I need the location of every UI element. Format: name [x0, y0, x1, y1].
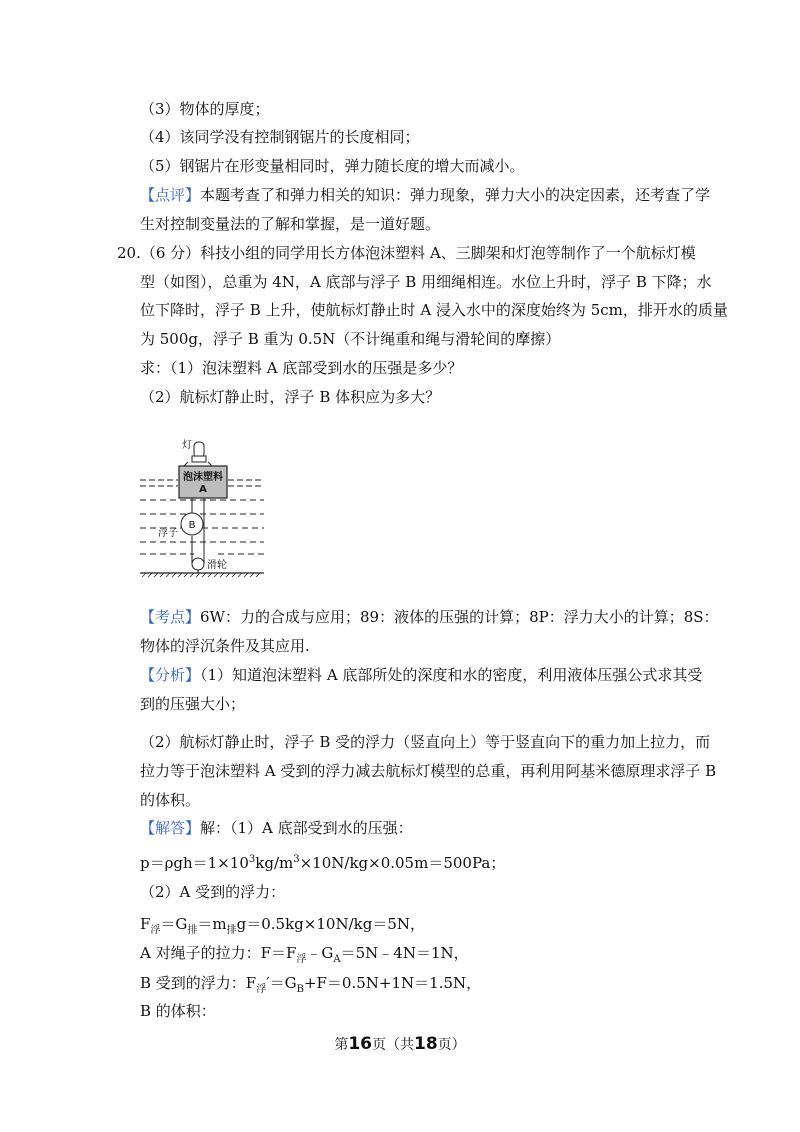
q20-line-3: 位下降时，浮子 B 上升，使航标灯静止时 A 浸入水中的深度始终为 5cm，排开水的质量	[140, 301, 728, 319]
review-line-2: 生对控制变量法的了解和掌握，是一道好题。	[140, 215, 441, 233]
buoy-lamp-figure	[138, 428, 268, 578]
jieda-line-7: B 的体积：	[140, 1002, 216, 1020]
prev-item-5: （5）钢锯片在形变量相同时，弹力随长度的增大而减小。	[140, 157, 525, 175]
page-footer: 第16页（共18页）	[334, 1034, 466, 1054]
q20-number: 20.	[117, 244, 141, 262]
fenxi-text-1: （1）知道泡沫塑料 A 底部所处的深度和水的密度，利用液体压强公式求其受	[200, 666, 703, 684]
jieda-tag: 【解答】	[140, 819, 201, 837]
kaodian-text-1: 6W：力的合成与应用；89：液体的压强的计算；8P：浮力大小的计算；8S：	[200, 608, 719, 626]
float-b-label: B	[188, 520, 196, 531]
fenxi-line-4: 拉力等于泡沫塑料 A 受到的浮力减去航标灯模型的总重，再利用阿基米德原理求浮子 B	[140, 762, 717, 780]
foam-a-label: A	[199, 484, 207, 495]
tension-equation: A 对绳子的拉力：$F=F_浮﹣G_A=5N﹣4N=1N$，	[140, 944, 469, 965]
q20-text-1: （6 分）科技小组的同学用长方体泡沫塑料 A、三脚架和灯泡等制作了一个航标灯模	[140, 244, 696, 262]
float-label: 浮子	[158, 528, 178, 539]
kaodian-line-2: 物体的浮沉条件及其应用.	[140, 637, 310, 655]
kaodian-line-1	[140, 606, 719, 628]
buoyancy-equation-a: $F_浮=G_排=m_排g=0.5kg\times 10N/kg=5N$，	[140, 915, 425, 936]
q20-line-1	[117, 242, 696, 264]
buoyancy-equation-b: B 受到的浮力：$F_浮'=G_B+F=0.5N+1N=1.5N$，	[140, 974, 482, 995]
prev-item-4: （4）该同学没有控制钢锯片的长度相同；	[140, 128, 420, 146]
q20-ask-1: 求：（1）泡沫塑料 A 底部受到水的压强是多少？	[140, 359, 463, 377]
jieda-line-1	[140, 817, 413, 839]
fenxi-line-1	[140, 664, 702, 686]
pressure-equation: $p=\rho gh=1\times 10^3kg/m^3\times 10N/kg\times 0.05m=500Pa$；	[140, 854, 506, 872]
page-total: 18	[414, 1034, 438, 1054]
fenxi-tag: 【分析】	[140, 666, 201, 684]
q20-line-4: 为 500g，浮子 B 重为 0.5N（不计绳重和绳与滑轮间的摩擦）	[140, 330, 561, 348]
foam-label: 泡沫塑料	[183, 472, 223, 483]
fenxi-line-2: 到的压强大小；	[140, 695, 246, 713]
pulley-label: 滑轮	[207, 560, 227, 571]
jieda-text-1: 解：（1）A 底部受到水的压强：	[200, 819, 413, 837]
prev-item-3: （3）物体的厚度；	[140, 100, 270, 118]
q20-ask-2: （2）航标灯静止时，浮子 B 体积应为多大？	[140, 388, 441, 406]
fenxi-line-3: （2）航标灯静止时，浮子 B 受的浮力（竖直向上）等于竖直向下的重力加上拉力，而	[140, 733, 711, 751]
page-number: 16	[348, 1034, 372, 1054]
kaodian-tag: 【考点】	[140, 608, 201, 626]
jieda-line-3: （2）A 受到的浮力：	[140, 883, 286, 901]
q20-line-2: 型（如图），总重为 4N，A 底部与浮子 B 用细绳相连。水位上升时，浮子 B 下降；水	[140, 273, 712, 291]
pulley-icon	[192, 558, 204, 570]
review-tag: 【点评】	[140, 186, 201, 204]
lamp-label: 灯	[182, 440, 192, 451]
review-text-1: 本题考查了和弹力相关的知识：弹力现象，弹力大小的决定因素，还考查了学	[200, 186, 711, 204]
review-line-1	[140, 184, 710, 206]
fenxi-line-5: 的体积。	[140, 791, 201, 809]
